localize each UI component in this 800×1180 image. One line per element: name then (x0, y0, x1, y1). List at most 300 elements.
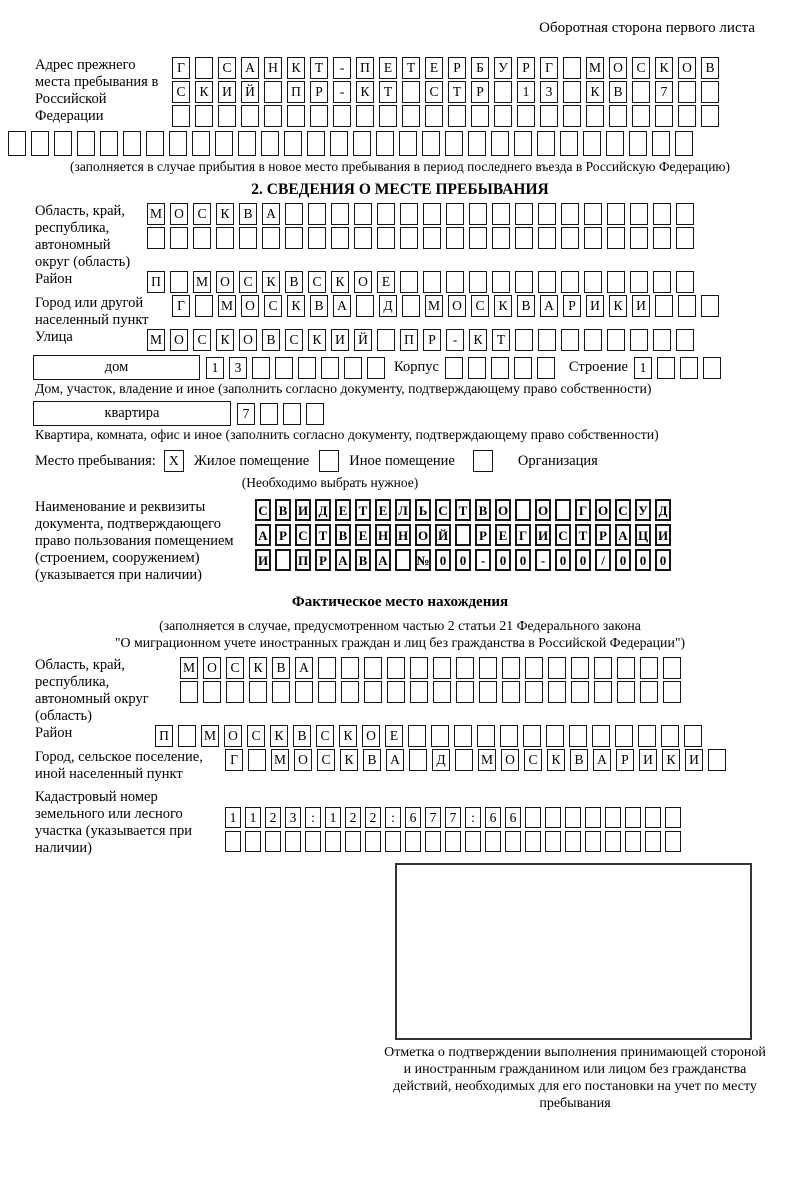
char-cell[interactable]: О (203, 657, 221, 679)
char-cell[interactable] (655, 295, 673, 317)
char-cell[interactable]: О (595, 499, 611, 521)
char-cell[interactable]: И (639, 749, 657, 771)
char-cell[interactable]: 1 (245, 807, 261, 828)
char-cell[interactable] (195, 295, 213, 317)
char-cell[interactable]: В (239, 203, 257, 225)
char-cell[interactable] (433, 657, 451, 679)
char-cell[interactable] (561, 227, 579, 249)
char-cell[interactable] (548, 681, 566, 703)
char-cell[interactable] (638, 725, 656, 747)
char-cell[interactable]: С (218, 57, 236, 79)
char-cell[interactable] (333, 105, 351, 127)
char-cell[interactable]: В (272, 657, 290, 679)
char-cell[interactable] (585, 831, 601, 852)
char-cell[interactable]: 1 (517, 81, 535, 103)
char-cell[interactable] (640, 681, 658, 703)
char-cell[interactable]: С (524, 749, 542, 771)
char-cell[interactable] (264, 105, 282, 127)
char-cell[interactable] (287, 105, 305, 127)
char-cell[interactable] (195, 57, 213, 79)
char-cell[interactable] (456, 681, 474, 703)
char-cell[interactable]: О (239, 329, 257, 351)
char-cell[interactable]: С (255, 499, 271, 521)
char-cell[interactable] (170, 271, 188, 293)
char-cell[interactable] (400, 227, 418, 249)
char-cell[interactable]: А (333, 295, 351, 317)
char-cell[interactable] (538, 271, 556, 293)
char-cell[interactable] (405, 831, 421, 852)
char-cell[interactable] (625, 807, 641, 828)
char-cell[interactable]: П (287, 81, 305, 103)
char-cell[interactable] (180, 681, 198, 703)
char-cell[interactable] (676, 329, 694, 351)
char-cell[interactable] (448, 105, 466, 127)
char-cell[interactable]: Н (395, 524, 411, 546)
char-cell[interactable] (285, 831, 301, 852)
char-cell[interactable]: Р (315, 549, 331, 571)
char-cell[interactable]: 0 (515, 549, 531, 571)
char-cell[interactable] (446, 203, 464, 225)
char-cell[interactable] (354, 203, 372, 225)
char-cell[interactable]: 3 (229, 357, 247, 379)
char-cell[interactable]: И (655, 524, 671, 546)
char-cell[interactable] (652, 131, 670, 156)
char-cell[interactable]: С (285, 329, 303, 351)
char-cell[interactable]: И (586, 295, 604, 317)
char-cell[interactable] (548, 657, 566, 679)
char-cell[interactable]: Т (455, 499, 471, 521)
char-cell[interactable]: С (471, 295, 489, 317)
char-cell[interactable]: 6 (405, 807, 421, 828)
char-cell[interactable] (607, 329, 625, 351)
char-cell[interactable] (261, 131, 279, 156)
char-cell[interactable] (538, 227, 556, 249)
char-cell[interactable] (629, 131, 647, 156)
char-cell[interactable]: К (308, 329, 326, 351)
char-cell[interactable]: И (255, 549, 271, 571)
char-cell[interactable] (54, 131, 72, 156)
char-cell[interactable] (560, 131, 578, 156)
char-cell[interactable]: 1 (325, 807, 341, 828)
char-cell[interactable] (172, 105, 190, 127)
char-cell[interactable] (469, 271, 487, 293)
char-cell[interactable]: 0 (455, 549, 471, 571)
char-cell[interactable]: Р (471, 81, 489, 103)
char-cell[interactable] (410, 681, 428, 703)
char-cell[interactable]: Р (616, 749, 634, 771)
char-cell[interactable]: 6 (485, 807, 501, 828)
char-cell[interactable] (563, 105, 581, 127)
char-cell[interactable] (455, 524, 471, 546)
char-cell[interactable] (356, 295, 374, 317)
char-cell[interactable]: И (685, 749, 703, 771)
char-cell[interactable]: К (356, 81, 374, 103)
char-cell[interactable]: О (170, 203, 188, 225)
char-cell[interactable]: К (469, 329, 487, 351)
char-cell[interactable] (241, 105, 259, 127)
char-cell[interactable] (431, 725, 449, 747)
char-cell[interactable]: Р (275, 524, 291, 546)
char-cell[interactable] (8, 131, 26, 156)
char-cell[interactable]: Г (540, 57, 558, 79)
char-cell[interactable] (423, 203, 441, 225)
char-cell[interactable]: П (356, 57, 374, 79)
char-cell[interactable]: - (333, 57, 351, 79)
char-cell[interactable] (77, 131, 95, 156)
char-cell[interactable]: Ь (415, 499, 431, 521)
char-cell[interactable] (425, 105, 443, 127)
char-cell[interactable] (265, 831, 281, 852)
char-cell[interactable] (387, 657, 405, 679)
char-cell[interactable] (525, 681, 543, 703)
char-cell[interactable]: Е (355, 524, 371, 546)
char-cell[interactable] (402, 295, 420, 317)
char-cell[interactable] (661, 725, 679, 747)
char-cell[interactable]: Т (310, 57, 328, 79)
char-cell[interactable] (500, 725, 518, 747)
char-cell[interactable] (410, 657, 428, 679)
char-cell[interactable] (192, 131, 210, 156)
char-cell[interactable] (525, 831, 541, 852)
char-cell[interactable]: В (475, 499, 491, 521)
char-cell[interactable] (203, 681, 221, 703)
char-cell[interactable] (298, 357, 316, 379)
char-cell[interactable] (330, 131, 348, 156)
char-cell[interactable]: В (609, 81, 627, 103)
char-cell[interactable] (318, 657, 336, 679)
char-cell[interactable] (260, 403, 278, 425)
char-cell[interactable]: 7 (425, 807, 441, 828)
char-cell[interactable] (238, 131, 256, 156)
char-cell[interactable]: О (415, 524, 431, 546)
char-cell[interactable]: А (295, 657, 313, 679)
char-cell[interactable] (546, 725, 564, 747)
char-cell[interactable] (31, 131, 49, 156)
char-cell[interactable] (630, 203, 648, 225)
char-cell[interactable] (523, 725, 541, 747)
char-cell[interactable] (502, 657, 520, 679)
char-cell[interactable] (494, 81, 512, 103)
char-cell[interactable]: Р (448, 57, 466, 79)
char-cell[interactable]: Е (425, 57, 443, 79)
char-cell[interactable] (331, 227, 349, 249)
char-cell[interactable]: В (570, 749, 588, 771)
char-cell[interactable]: О (495, 499, 511, 521)
char-cell[interactable]: 6 (505, 807, 521, 828)
char-cell[interactable]: С (555, 524, 571, 546)
char-cell[interactable] (364, 657, 382, 679)
char-cell[interactable]: Р (563, 295, 581, 317)
char-cell[interactable] (545, 807, 561, 828)
char-cell[interactable] (147, 227, 165, 249)
char-cell[interactable]: И (218, 81, 236, 103)
char-cell[interactable] (377, 227, 395, 249)
char-cell[interactable] (563, 57, 581, 79)
char-cell[interactable] (515, 203, 533, 225)
char-cell[interactable] (193, 227, 211, 249)
char-cell[interactable] (331, 203, 349, 225)
char-cell[interactable]: 7 (237, 403, 255, 425)
char-cell[interactable] (653, 329, 671, 351)
char-cell[interactable]: 1 (225, 807, 241, 828)
char-cell[interactable] (353, 131, 371, 156)
char-cell[interactable] (218, 105, 236, 127)
char-cell[interactable] (284, 131, 302, 156)
char-cell[interactable]: С (247, 725, 265, 747)
char-cell[interactable] (586, 105, 604, 127)
char-cell[interactable]: О (170, 329, 188, 351)
char-cell[interactable] (491, 131, 509, 156)
char-cell[interactable]: М (586, 57, 604, 79)
char-cell[interactable] (272, 681, 290, 703)
char-cell[interactable] (584, 271, 602, 293)
char-cell[interactable]: С (425, 81, 443, 103)
char-cell[interactable] (632, 81, 650, 103)
char-cell[interactable]: М (180, 657, 198, 679)
char-cell[interactable]: И (632, 295, 650, 317)
char-cell[interactable] (617, 681, 635, 703)
char-cell[interactable] (565, 807, 581, 828)
char-cell[interactable]: К (586, 81, 604, 103)
char-cell[interactable] (310, 105, 328, 127)
char-cell[interactable]: М (147, 329, 165, 351)
char-cell[interactable] (701, 81, 719, 103)
char-cell[interactable]: 3 (540, 81, 558, 103)
char-cell[interactable]: Г (172, 295, 190, 317)
char-cell[interactable]: К (662, 749, 680, 771)
char-cell[interactable] (492, 203, 510, 225)
char-cell[interactable] (485, 831, 501, 852)
char-cell[interactable] (663, 657, 681, 679)
char-cell[interactable]: О (362, 725, 380, 747)
char-cell[interactable] (491, 357, 509, 379)
char-cell[interactable] (517, 105, 535, 127)
char-cell[interactable]: К (331, 271, 349, 293)
char-cell[interactable]: У (494, 57, 512, 79)
char-cell[interactable] (275, 549, 291, 571)
char-cell[interactable] (409, 749, 427, 771)
char-cell[interactable] (308, 203, 326, 225)
char-cell[interactable]: С (317, 749, 335, 771)
char-cell[interactable] (538, 329, 556, 351)
char-cell[interactable]: О (216, 271, 234, 293)
char-cell[interactable]: А (615, 524, 631, 546)
char-cell[interactable] (625, 831, 641, 852)
char-cell[interactable]: Р (595, 524, 611, 546)
char-cell[interactable] (395, 549, 411, 571)
char-cell[interactable]: : (465, 807, 481, 828)
char-cell[interactable]: К (270, 725, 288, 747)
char-cell[interactable] (678, 81, 696, 103)
char-cell[interactable] (663, 681, 681, 703)
char-cell[interactable] (653, 203, 671, 225)
char-cell[interactable]: Е (495, 524, 511, 546)
char-cell[interactable]: С (295, 524, 311, 546)
stay-type-checkbox-organization[interactable] (473, 450, 493, 472)
char-cell[interactable]: К (494, 295, 512, 317)
char-cell[interactable]: Р (475, 524, 491, 546)
char-cell[interactable]: А (593, 749, 611, 771)
char-cell[interactable]: Д (432, 749, 450, 771)
char-cell[interactable] (617, 657, 635, 679)
char-cell[interactable] (615, 725, 633, 747)
char-cell[interactable]: Т (492, 329, 510, 351)
char-cell[interactable]: А (540, 295, 558, 317)
char-cell[interactable] (425, 831, 441, 852)
char-cell[interactable]: В (335, 524, 351, 546)
char-cell[interactable]: М (193, 271, 211, 293)
char-cell[interactable] (538, 203, 556, 225)
char-cell[interactable] (479, 681, 497, 703)
char-cell[interactable] (537, 357, 555, 379)
char-cell[interactable] (514, 357, 532, 379)
char-cell[interactable]: Е (335, 499, 351, 521)
char-cell[interactable] (609, 105, 627, 127)
char-cell[interactable]: К (216, 329, 234, 351)
char-cell[interactable] (584, 227, 602, 249)
char-cell[interactable] (364, 681, 382, 703)
char-cell[interactable] (262, 227, 280, 249)
char-cell[interactable] (341, 657, 359, 679)
char-cell[interactable] (308, 227, 326, 249)
char-cell[interactable] (245, 831, 261, 852)
char-cell[interactable] (515, 499, 531, 521)
char-cell[interactable] (502, 681, 520, 703)
char-cell[interactable] (708, 749, 726, 771)
char-cell[interactable]: - (475, 549, 491, 571)
char-cell[interactable]: Г (575, 499, 591, 521)
char-cell[interactable] (248, 749, 266, 771)
char-cell[interactable] (561, 329, 579, 351)
char-cell[interactable] (422, 131, 440, 156)
char-cell[interactable] (195, 105, 213, 127)
char-cell[interactable] (354, 227, 372, 249)
char-cell[interactable]: В (262, 329, 280, 351)
char-cell[interactable]: М (478, 749, 496, 771)
char-cell[interactable] (703, 357, 721, 379)
char-cell[interactable] (571, 657, 589, 679)
char-cell[interactable]: К (339, 725, 357, 747)
char-cell[interactable]: К (195, 81, 213, 103)
char-cell[interactable] (515, 227, 533, 249)
char-cell[interactable]: Т (575, 524, 591, 546)
char-cell[interactable]: К (287, 57, 305, 79)
char-cell[interactable] (239, 227, 257, 249)
char-cell[interactable]: К (340, 749, 358, 771)
char-cell[interactable]: Д (379, 295, 397, 317)
char-cell[interactable] (584, 329, 602, 351)
char-cell[interactable]: Н (264, 57, 282, 79)
char-cell[interactable]: 2 (265, 807, 281, 828)
char-cell[interactable]: Е (385, 725, 403, 747)
char-cell[interactable] (356, 105, 374, 127)
char-cell[interactable]: Б (471, 57, 489, 79)
char-cell[interactable]: П (155, 725, 173, 747)
char-cell[interactable]: П (295, 549, 311, 571)
char-cell[interactable] (583, 131, 601, 156)
char-cell[interactable] (344, 357, 362, 379)
char-cell[interactable]: С (239, 271, 257, 293)
char-cell[interactable]: О (224, 725, 242, 747)
char-cell[interactable]: О (448, 295, 466, 317)
char-cell[interactable]: Р (517, 57, 535, 79)
char-cell[interactable] (653, 271, 671, 293)
char-cell[interactable] (606, 131, 624, 156)
char-cell[interactable] (592, 725, 610, 747)
char-cell[interactable]: Т (355, 499, 371, 521)
char-cell[interactable]: 3 (285, 807, 301, 828)
char-cell[interactable] (505, 831, 521, 852)
stay-type-checkbox-other[interactable] (319, 450, 339, 472)
char-cell[interactable] (178, 725, 196, 747)
char-cell[interactable]: С (615, 499, 631, 521)
char-cell[interactable] (561, 271, 579, 293)
char-cell[interactable] (387, 681, 405, 703)
char-cell[interactable] (605, 807, 621, 828)
char-cell[interactable] (555, 499, 571, 521)
char-cell[interactable]: И (535, 524, 551, 546)
char-cell[interactable]: 2 (365, 807, 381, 828)
char-cell[interactable] (640, 657, 658, 679)
char-cell[interactable] (569, 725, 587, 747)
char-cell[interactable] (632, 105, 650, 127)
char-cell[interactable]: М (425, 295, 443, 317)
char-cell[interactable] (285, 227, 303, 249)
char-cell[interactable]: О (294, 749, 312, 771)
char-cell[interactable]: 0 (495, 549, 511, 571)
char-cell[interactable] (469, 227, 487, 249)
char-cell[interactable] (561, 203, 579, 225)
char-cell[interactable]: К (249, 657, 267, 679)
char-cell[interactable]: К (655, 57, 673, 79)
char-cell[interactable] (455, 749, 473, 771)
char-cell[interactable] (540, 105, 558, 127)
char-cell[interactable] (307, 131, 325, 156)
char-cell[interactable]: М (218, 295, 236, 317)
char-cell[interactable] (676, 271, 694, 293)
char-cell[interactable]: К (609, 295, 627, 317)
char-cell[interactable]: Т (315, 524, 331, 546)
char-cell[interactable]: А (262, 203, 280, 225)
char-cell[interactable]: Т (402, 57, 420, 79)
char-cell[interactable] (445, 831, 461, 852)
char-cell[interactable] (545, 831, 561, 852)
char-cell[interactable] (423, 271, 441, 293)
char-cell[interactable] (630, 271, 648, 293)
char-cell[interactable] (653, 227, 671, 249)
char-cell[interactable] (318, 681, 336, 703)
char-cell[interactable] (283, 403, 301, 425)
char-cell[interactable] (377, 329, 395, 351)
char-cell[interactable]: Г (225, 749, 243, 771)
char-cell[interactable] (169, 131, 187, 156)
char-cell[interactable] (365, 831, 381, 852)
char-cell[interactable] (645, 807, 661, 828)
char-cell[interactable] (479, 657, 497, 679)
char-cell[interactable]: Ц (635, 524, 651, 546)
char-cell[interactable] (563, 81, 581, 103)
char-cell[interactable]: 7 (445, 807, 461, 828)
char-cell[interactable]: С (193, 329, 211, 351)
char-cell[interactable]: С (193, 203, 211, 225)
char-cell[interactable]: В (285, 271, 303, 293)
char-cell[interactable]: А (375, 549, 391, 571)
char-cell[interactable] (295, 681, 313, 703)
char-cell[interactable] (594, 681, 612, 703)
char-cell[interactable]: С (226, 657, 244, 679)
char-cell[interactable] (585, 807, 601, 828)
char-cell[interactable] (605, 831, 621, 852)
